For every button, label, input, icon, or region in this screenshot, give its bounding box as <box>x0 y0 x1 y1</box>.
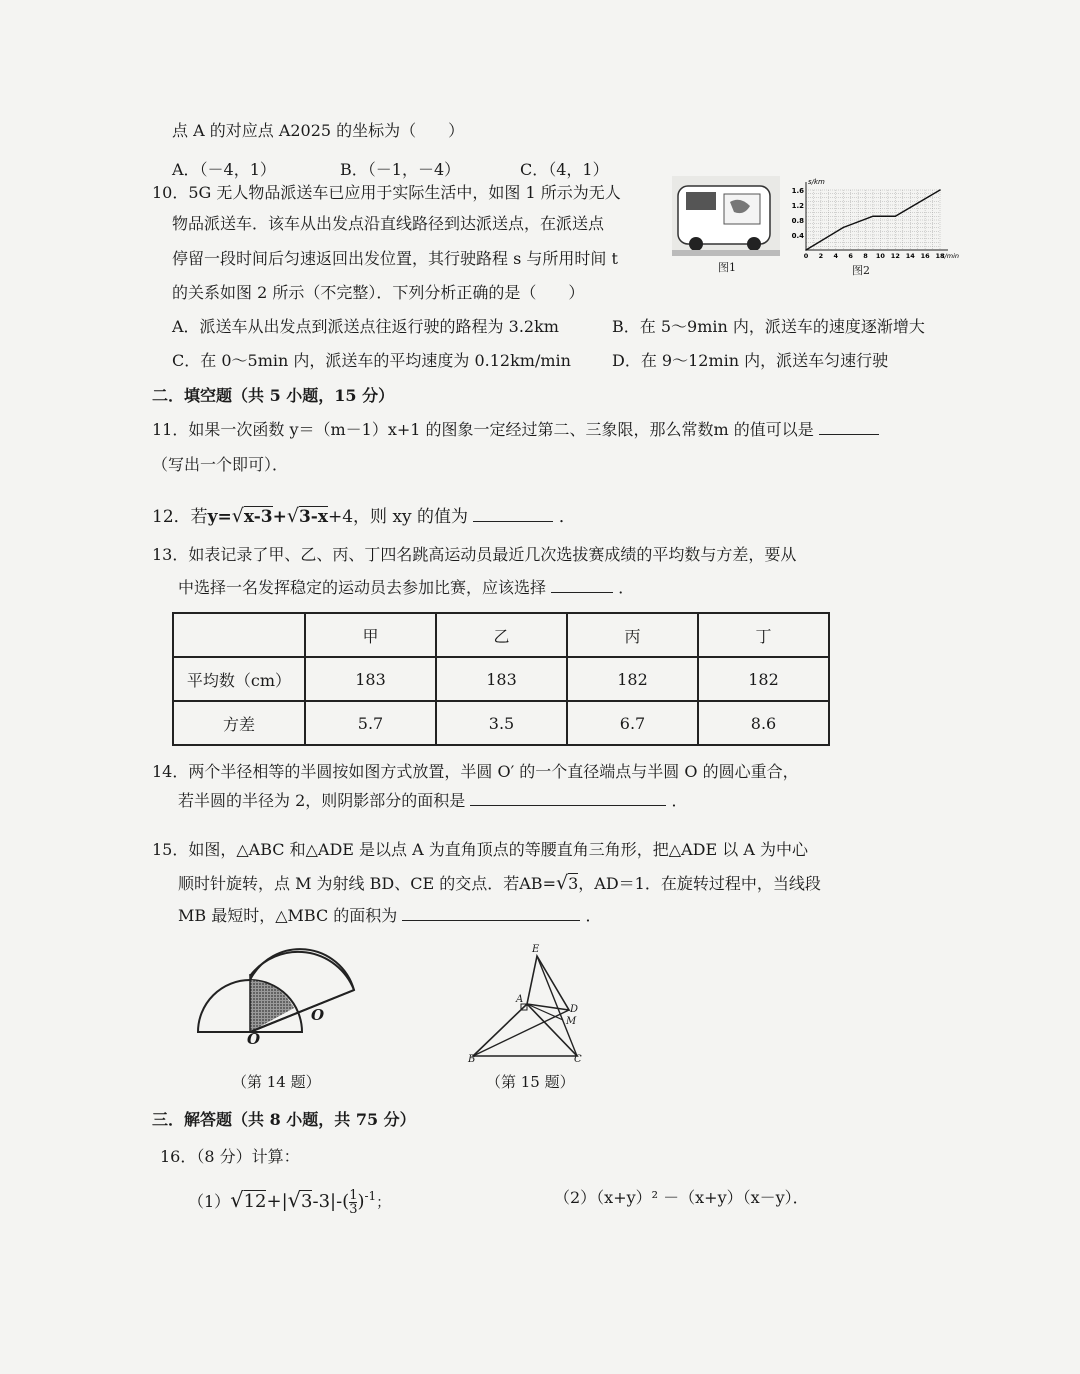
q16-end: ； <box>376 1195 391 1211</box>
chart-x-tick-label: 16 <box>920 252 930 260</box>
q12-prefix: 12．若 <box>152 507 208 527</box>
q15-text-a: 顺时针旋转，点 M 为射线 BD、CE 的交点．若 <box>178 874 520 893</box>
q14-end: ． <box>671 791 688 810</box>
q13-answer-blank[interactable] <box>551 578 613 593</box>
table-header-cell: 丁 <box>698 613 829 657</box>
chart-x-axis-label: t/min <box>942 252 959 260</box>
q15-label-d: D <box>570 1004 579 1015</box>
q10-figure1-caption: 图1 <box>718 261 736 274</box>
table-header-row <box>173 613 829 657</box>
chart-x-tick-label: 6 <box>848 252 853 260</box>
q16-part2: （2）（x+y）² －（x+y）（x－y）． <box>554 1188 809 1207</box>
chart-x-tick-label: 0 <box>803 252 809 260</box>
chart-x-tick-label: 8 <box>863 252 868 260</box>
q13-score-table <box>172 612 830 746</box>
q10-option-b: B．在 5～9min 内，派送车的速度逐渐增大 <box>612 317 925 336</box>
q14-text: 若半圆的半径为 2，则阴影部分的面积是 <box>178 791 466 810</box>
q16-tail: -3|-( <box>312 1191 350 1212</box>
q10-line4: 的关系如图 2 所示（不完整）．下列分析正确的是（ ） <box>172 283 585 302</box>
chart-point <box>895 215 897 217</box>
q16-part1 <box>188 1186 390 1216</box>
q10-line3: 停留一段时间后匀速返回出发位置，其行驶路程 s 与所用时间 t <box>172 249 618 268</box>
table-cell: 182 <box>567 657 698 701</box>
q14-label-o-prime: O <box>311 1006 325 1024</box>
chart-y-axis-label: s/km <box>808 178 825 186</box>
q15-label-m: M <box>566 1016 577 1027</box>
q11-line2: （写出一个即可）． <box>152 455 289 474</box>
q12-radicand-2: 3-x <box>298 507 328 527</box>
q15-end: ． <box>585 906 602 925</box>
table-row <box>173 657 829 701</box>
q16-part1-label: （1） <box>188 1192 231 1211</box>
section2-title: 二．填空题（共 5 小题，15 分） <box>152 386 395 405</box>
q10-line2: 物品派送车．该车从出发点沿直线路径到达派送点，在派送点 <box>172 214 605 233</box>
q12-answer-blank[interactable] <box>473 507 553 522</box>
chart-point <box>805 249 807 251</box>
q12-end: ． <box>558 507 576 527</box>
q15-label-e: E <box>532 944 540 955</box>
table-cell: 5.7 <box>305 701 436 745</box>
q11-answer-blank[interactable] <box>819 420 879 435</box>
q11-text: 11．如果一次函数 y＝（m－1）x+1 的图象一定经过第二、三象限，那么常数m 的值可以是 <box>152 420 814 439</box>
q9-stem: 点 A 的对应点 A2025 的坐标为（ ） <box>172 121 465 140</box>
q9-option-b: B．（－1，－4） <box>340 160 461 179</box>
q16-denominator: 3 <box>349 1201 358 1217</box>
q16-stem: 16．（8 分）计算： <box>160 1147 300 1166</box>
q14-answer-blank[interactable] <box>470 791 666 806</box>
q9-option-a: A．（－4，1） <box>172 160 276 179</box>
table-row <box>173 701 829 745</box>
chart-x-tick-label: 4 <box>833 252 839 260</box>
chart-point <box>939 189 941 191</box>
chart-y-tick-label: 0.4 <box>791 232 804 240</box>
q12-radical-sign-1: √ <box>231 505 244 527</box>
q15-ab: AB= <box>519 874 556 893</box>
table-cell: 182 <box>698 657 829 701</box>
chart-x-tick-label: 12 <box>890 252 900 260</box>
q14-line1: 14．两个半径相等的半圆按如图方式放置，半圆 O′ 的一个直径端点与半圆 O 的圆心重合， <box>152 762 799 781</box>
table-cell: 3.5 <box>436 701 567 745</box>
table-cell: 8.6 <box>698 701 829 745</box>
q12-radicand-1: x-3 <box>243 507 273 527</box>
q16-close-paren: ) <box>357 1191 365 1212</box>
section3-title: 三．解答题（共 8 小题，共 75 分） <box>152 1110 416 1129</box>
q15-text-b: ，AD＝1．在旋转过程中，当线段 <box>578 874 821 893</box>
q15-answer-blank[interactable] <box>402 906 580 921</box>
q16-radicand-2: 3 <box>301 1191 313 1212</box>
q10-figure1-vehicle-photo <box>672 176 780 256</box>
q12-tail: +4，则 xy 的值为 <box>328 507 469 527</box>
table-header-cell <box>173 613 305 657</box>
q15-label-c: C <box>574 1054 582 1065</box>
chart-x-tick-label: 14 <box>905 252 915 260</box>
chart-point <box>872 215 874 217</box>
q15-line1: 15．如图，△ABC 和△ADE 是以点 A 为直角顶点的等腰直角三角形，把△ADE 以 A 为中心 <box>152 840 808 859</box>
q10-option-d: D．在 9～12min 内，派送车匀速行驶 <box>612 351 889 370</box>
q11-line1 <box>152 420 879 440</box>
chart-y-tick-label: 1.2 <box>791 202 804 210</box>
q10-line1: 10．5G 无人物品派送车已应用于实际生活中，如图 1 所示为无人 <box>152 183 621 202</box>
q12-line <box>152 506 576 527</box>
q12-plus: + <box>272 507 287 527</box>
chart-x-tick-label: 10 <box>875 252 885 260</box>
q12-radical-sign-2: √ <box>286 505 299 527</box>
q15-caption: （第 15 题） <box>486 1073 575 1091</box>
q13-line2 <box>178 578 634 598</box>
q16-radical-sign-1: √ <box>230 1188 244 1212</box>
q12-expr-y: y= <box>207 507 232 527</box>
chart-y-tick-label: 0.8 <box>791 217 804 225</box>
q13-end: ． <box>618 578 635 597</box>
q16-numerator: 1 <box>349 1187 358 1203</box>
q14-figure <box>190 950 370 1050</box>
chart-y-tick-label: 1.6 <box>791 187 804 195</box>
table-cell: 183 <box>436 657 567 701</box>
table-cell: 平均数（cm） <box>173 657 305 701</box>
q14-label-o: O <box>247 1030 261 1048</box>
q10-figure2-caption: 图2 <box>852 264 870 277</box>
q16-mid: +| <box>266 1191 288 1212</box>
table-cell: 方差 <box>173 701 305 745</box>
table-header-cell: 甲 <box>305 613 436 657</box>
q15-line2 <box>178 873 821 894</box>
q15-label-a: A <box>516 994 524 1005</box>
chart-point <box>842 227 844 229</box>
table-header-cell: 丙 <box>567 613 698 657</box>
q15-line3 <box>178 906 602 926</box>
table-cell: 183 <box>305 657 436 701</box>
q15-radical-sign: √ <box>555 872 569 894</box>
chart-x-tick-label: 2 <box>818 252 824 260</box>
q16-exponent: -1 <box>364 1189 377 1203</box>
chart-x-tick-label: 18 <box>935 252 945 260</box>
q10-option-c: C．在 0～5min 内，派送车的平均速度为 0.12km/min <box>172 351 571 370</box>
q13-text: 中选择一名发挥稳定的运动员去参加比赛，应该选择 <box>178 578 547 597</box>
q16-radical-sign-2: √ <box>287 1188 302 1212</box>
q9-option-c: C．（4，1） <box>520 160 609 179</box>
q13-line1: 13．如表记录了甲、乙、丙、丁四名跳高运动员最近几次选拔赛成绩的平均数与方差，要从 <box>152 545 797 564</box>
q15-label-b: B <box>468 1054 476 1065</box>
q14-line2 <box>178 791 687 811</box>
q16-radicand-1: 12 <box>243 1191 267 1212</box>
q14-caption: （第 14 题） <box>232 1073 321 1091</box>
q15-radicand: 3 <box>568 874 579 893</box>
q10-option-a: A．派送车从出发点到派送点往返行驶的路程为 3.2km <box>172 317 559 336</box>
q15-text: MB 最短时，△MBC 的面积为 <box>178 906 398 925</box>
table-header-cell: 乙 <box>436 613 567 657</box>
q10-figure2-chart <box>786 178 959 264</box>
table-cell: 6.7 <box>567 701 698 745</box>
